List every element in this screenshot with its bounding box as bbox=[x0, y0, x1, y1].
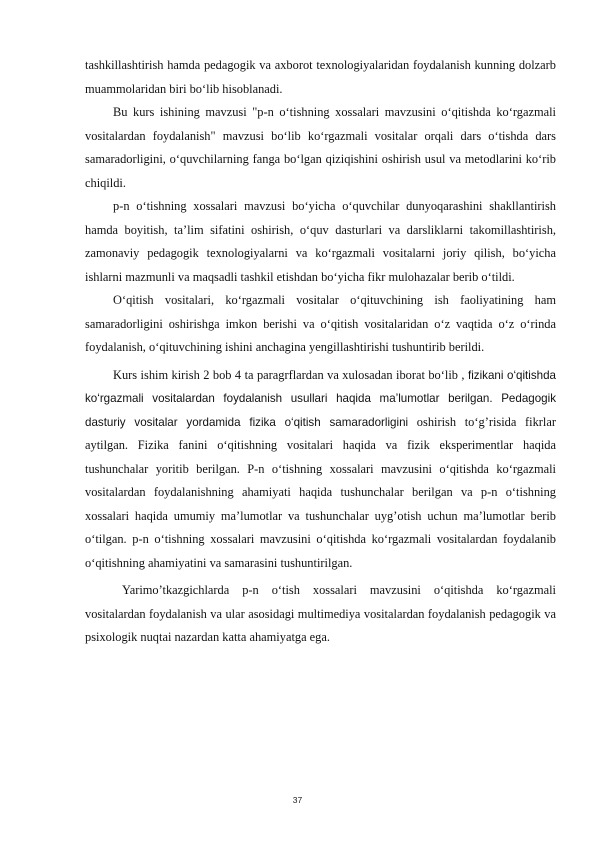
paragraph-5-part-1: Kurs ishim kirish 2 bob 4 ta paragrflardan va xulosadan iborat bo‘lib , bbox=[113, 367, 468, 382]
paragraph-5 bbox=[85, 364, 556, 576]
paragraph-5-part-2: fizikani o‘qitishda ko‘rgazmali vositalardan foydalanish usullari haqida ma’lumotlar berilgan. Pedagogik dasturiy vositalar yordamida fizika o‘qitish samaradorligini bbox=[85, 368, 556, 429]
document-page bbox=[85, 54, 556, 650]
paragraph-5-part-3: oshirish to‘g’risida fikrlar aytilgan. Fizika fanini o‘qitishning vositalari haqida va fizik eksperimentlar haqida tushunchalar yoritib berilgan. P-n o‘tishning xossalari mavzusini o‘qitishda ko‘rgazmali vositalardan foydalanishning ahamiyati haqida tushunchalar berilgan va p-n o‘tishning xossalari haqida umumiy ma’lumotlar va tushunchalar uyg’otish uchun ma’lumotlar berib o‘tilgan. p-n o‘tishning xossalari mavzusini o‘qitishda ko‘rgazmali vositalardan foydalanib o‘qitishning ahamiyatini va samarasini tushuntirilgan. bbox=[85, 414, 557, 570]
paragraph-3: p-n o‘tishning xossalari mavzusi bo‘yicha o‘quvchilar dunyoqarashini shakllantirish hamda boyitish, ta’lim sifatini oshirish, o‘quv dasturlari va darsliklarni takomillashtirish, zamonaviy pedagogik texnologiyalarni va ko‘rgazmali vositalarni joriy qilish, bo‘yicha ishlarni mazmunli va maqsadli tashkil etishdan bo‘yicha fikr mulohazalar berib o‘tildi. bbox=[85, 199, 556, 284]
paragraph-6: Yarimo’tkazgichlarda p-n o‘tish xossalari mavzusini o‘qitishda ko‘rgazmali vositalardan foydalanish va ular asosidagi multimediya vositalardan foydalanish pedagogik va psixologik nuqtai nazardan katta ahamiyatga ega. bbox=[85, 583, 556, 644]
paragraph-1: tashkillashtirish hamda pedagogik va axborot texnologiyalaridan foydalanish kunning dolzarb muammolaridan biri bo‘lib hisoblanadi. bbox=[85, 58, 556, 96]
page-number: 37 bbox=[292, 795, 303, 805]
paragraph-2: Bu kurs ishining mavzusi "p-n o‘tishning xossalari mavzusini o‘qitishda ko‘rgazmali vositalardan foydalanish" mavzusi bo‘lib ko‘rgazmali vositalar orqali dars o‘tishda dars samaradorligini, o‘quvchilarning fanga bo‘lgan qiziqishini oshirish usul va metodlarini ko‘rib chiqildi. bbox=[85, 105, 556, 190]
paragraph-4: O‘qitish vositalari, ko‘rgazmali vositalar o‘qituvchining ish faoliyatining ham samaradorligini oshirishga imkon berishi va o‘qitish vositalaridan o‘z vaqtida o‘z o‘rinda foydalanish, o‘qituvchining ishini anchagina yengillashtirishi tushuntirib berildi. bbox=[85, 293, 556, 354]
